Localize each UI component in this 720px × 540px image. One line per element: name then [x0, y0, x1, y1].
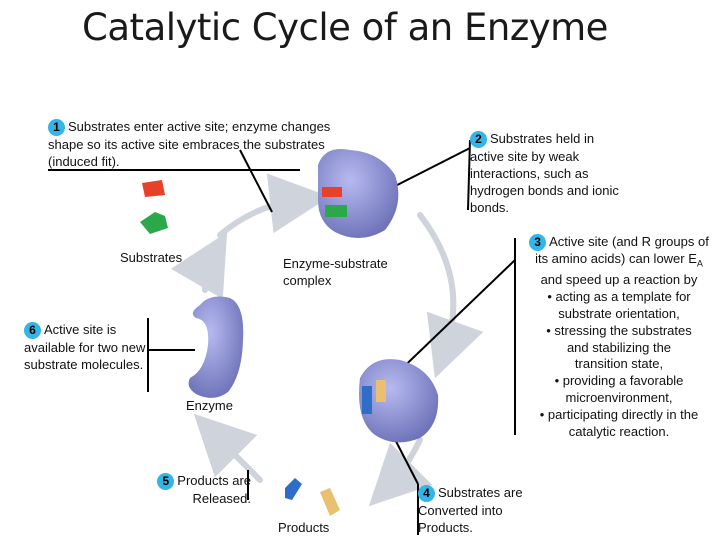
complex-product-yellow: [376, 380, 386, 402]
label-enzyme-substrate-complex: Enzyme-substrate complex: [283, 256, 388, 288]
product-blue: [285, 478, 302, 500]
diagram-title: Catalytic Cycle of an Enzyme: [82, 6, 608, 49]
cycle-arrow-left: [205, 258, 212, 290]
step-1-description: Substrates enter active site; enzyme changes shape so its active site embraces the substrates (induced fit).: [48, 119, 331, 169]
step-6-badge: 6: [24, 322, 41, 339]
step-3-line-7: and stabilizing the: [566, 339, 672, 355]
step-3-line-10: microenvironment,: [565, 389, 673, 405]
product-yellow: [320, 488, 340, 516]
complex-substrate-green: [325, 205, 347, 217]
step-1-badge: 1: [48, 119, 65, 136]
step-3-line-12: catalytic reaction.: [568, 423, 670, 439]
label-products: Products: [278, 520, 330, 535]
step-3-line-1: Active site (and R groups of: [549, 234, 709, 249]
substrate-green: [140, 212, 168, 234]
cycle-arrow-right: [420, 215, 453, 350]
step-3-line-5: substrate orientation,: [558, 305, 680, 321]
label-substrates: Substrates: [120, 250, 183, 265]
step-3-line-6: • stressing the substrates: [546, 322, 692, 338]
step-3-text: [514, 234, 720, 440]
enzyme-open: [189, 297, 244, 398]
step-2-badge: 2: [470, 131, 487, 148]
step-5-description: Products are Released.: [177, 473, 251, 506]
substrate-red: [142, 180, 165, 197]
step-3-line-4: • acting as a template for: [547, 289, 691, 305]
step-5-text: [146, 472, 251, 507]
step-5-badge: 5: [157, 473, 174, 490]
step-4-description: Substrates are Converted into Products.: [418, 485, 523, 535]
step-2-text: [470, 130, 620, 216]
step-3-line-11: • participating directly in the: [539, 406, 699, 422]
step-4-badge: 4: [418, 485, 435, 502]
step-4-text: [418, 484, 543, 536]
cycle-arrow-top: [220, 200, 300, 235]
step-2-description: Substrates held in active site by weak interactions, such as hydrogen bonds and ionic bonds.: [470, 131, 619, 215]
step-6-description: Active site is available for two new substrate molecules.: [24, 322, 146, 372]
step-3-subscript: A: [696, 258, 703, 269]
complex-product-blue: [362, 386, 372, 414]
step-1-text: [48, 118, 338, 170]
step-3-line-8: transition state,: [574, 356, 664, 372]
step-3-line-2: its amino acids) can lower E: [535, 251, 697, 266]
step-3-line-3: and speed up a reaction by: [540, 272, 698, 288]
step-3-badge: 3: [529, 234, 546, 251]
step-6-text: [24, 321, 150, 373]
enzyme-with-products: [359, 359, 438, 442]
label-enzyme: Enzyme: [186, 398, 233, 413]
step-3-line-9: • providing a favorable: [554, 373, 684, 389]
complex-substrate-red: [322, 187, 342, 197]
